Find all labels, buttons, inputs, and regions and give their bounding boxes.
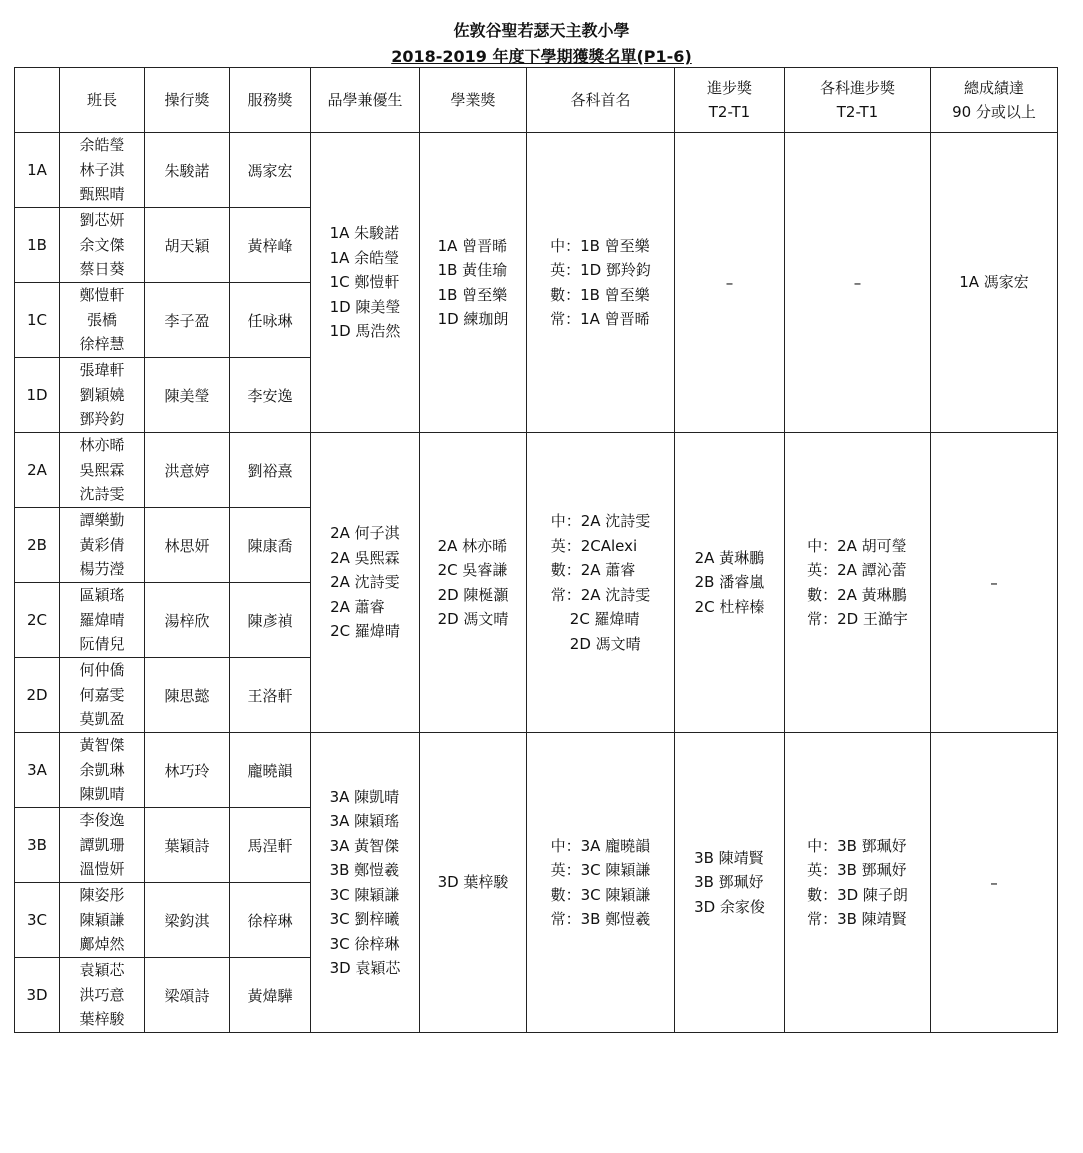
monitor-cell: [60, 133, 145, 208]
subject-top-cell: [527, 733, 675, 1033]
service-cell: 陳彥禎: [230, 583, 311, 658]
monitor-cell: [60, 358, 145, 433]
subject-progress-cell: [785, 133, 931, 433]
monitor-name: 莫凱盈: [79, 710, 125, 729]
subject-top-cell-text: 中：3A 龐曉韻 英：3C 陳穎謙 數：3C 陳穎謙 常：3B 鄭愷羲: [550, 836, 651, 928]
monitor-name: 陳姿彤: [79, 886, 125, 905]
monitor-name: 余皓瑩: [79, 136, 125, 155]
progress-cell-text: 2A 黃琳鵬 2B 潘睿嵐 2C 杜梓榛: [694, 548, 765, 616]
monitor-cell: [60, 658, 145, 733]
subject-top-cell: [527, 133, 675, 433]
monitor-name: 張橋: [86, 310, 117, 329]
over90-cell: [931, 733, 1058, 1033]
monitor-name: 甄熙晴: [79, 185, 125, 204]
service-cell: 馮家宏: [230, 133, 311, 208]
monitor-name: 陳穎謙: [79, 910, 125, 929]
monitor-name: 黃智傑: [79, 736, 125, 755]
header-over90: [931, 68, 1058, 133]
monitor-cell: [60, 583, 145, 658]
service-cell: 王洛軒: [230, 658, 311, 733]
monitor-name: 余凱琳: [79, 760, 125, 779]
academic-cell: [420, 733, 527, 1033]
monitor-name: 溫愷妍: [79, 860, 125, 879]
progress-cell-text: 3B 陳靖賢 3B 鄧珮妤 3D 余家俊: [694, 848, 765, 916]
header-subject-progress-line1: 各科進步獎: [819, 79, 895, 97]
class-cell: 3B: [15, 808, 60, 883]
monitor-name: 劉芯妍: [79, 211, 125, 230]
conduct-cell: 李子盈: [145, 283, 230, 358]
conduct-cell: 洪意婷: [145, 433, 230, 508]
service-cell: 劉裕熹: [230, 433, 311, 508]
all-round-cell: [311, 733, 420, 1033]
subject-progress-cell-text: 中：3B 鄧珮妤 英：3B 鄧珮妤 數：3D 陳子朗 常：3B 陳靖賢: [807, 836, 908, 928]
class-cell: 2C: [15, 583, 60, 658]
header-monitor: 班長: [60, 68, 145, 133]
class-cell: 1D: [15, 358, 60, 433]
monitor-name: 洪巧意: [79, 985, 125, 1004]
subject-progress-cell-text: 中：2A 胡可瑩 英：2A 譚沁蕾 數：2A 黃琳鵬 常：2D 王澔宇: [807, 536, 908, 628]
header-subject-progress-line2: T2-T1: [836, 103, 879, 121]
subject-progress-cell-text: –: [853, 273, 862, 292]
monitor-name: 楊芀瀅: [79, 560, 125, 579]
monitor-name: 陳凱晴: [79, 785, 125, 804]
conduct-cell: 梁鈞淇: [145, 883, 230, 958]
all-round-cell: [311, 133, 420, 433]
all-round-cell-text: 3A 陳凱晴 3A 陳穎瑤 3A 黃智傑 3B 鄭愷羲 3C 陳穎謙 3C 劉梓曦 3C 徐梓琳 3D 袁穎芯: [329, 787, 401, 977]
over90-cell-text: 1A 馮家宏: [959, 273, 1029, 292]
monitor-name: 葉梓駿: [79, 1010, 125, 1029]
subject-top-cell: [527, 433, 675, 733]
monitor-name: 林子淇: [79, 160, 125, 179]
all-round-cell: [311, 433, 420, 733]
header-over90-line1: 總成績達: [963, 79, 1024, 97]
monitor-name: 譚凱珊: [79, 835, 125, 854]
monitor-name: 林亦晞: [79, 436, 125, 455]
subject-progress-cell: [785, 433, 931, 733]
awards-table: [14, 67, 1058, 1033]
class-cell: 1B: [15, 208, 60, 283]
header-service: 服務獎: [230, 68, 311, 133]
academic-cell: [420, 433, 527, 733]
subject-progress-cell: [785, 733, 931, 1033]
header-progress: [675, 68, 785, 133]
subject-top-cell-text: 中：1B 曾至樂 英：1D 鄧羚鈞 數：1B 曾至樂 常：1A 曾晋晞: [550, 236, 651, 328]
conduct-cell: 葉穎詩: [145, 808, 230, 883]
awards-body: [15, 133, 1058, 1033]
table-row: [15, 133, 1058, 208]
monitor-name: 阮倩兒: [79, 635, 125, 654]
progress-cell-text: –: [725, 273, 734, 292]
conduct-cell: 胡天穎: [145, 208, 230, 283]
conduct-cell: 陳思懿: [145, 658, 230, 733]
monitor-name: 吳熙霖: [79, 460, 125, 479]
header-conduct: 操行獎: [145, 68, 230, 133]
monitor-cell: [60, 433, 145, 508]
conduct-cell: 朱駿諾: [145, 133, 230, 208]
monitor-name: 羅煒晴: [79, 610, 125, 629]
academic-cell-text: 3D 葉梓駿: [437, 873, 509, 892]
monitor-cell: [60, 208, 145, 283]
monitor-name: 沈詩雯: [79, 485, 125, 504]
service-cell: 李安逸: [230, 358, 311, 433]
conduct-cell: 林巧玲: [145, 733, 230, 808]
monitor-name: 劉穎嬈: [79, 385, 125, 404]
monitor-name: 蔡日葵: [79, 260, 125, 279]
conduct-cell: 梁頌詩: [145, 958, 230, 1033]
monitor-name: 譚樂勤: [79, 511, 125, 530]
monitor-name: 何仲僑: [79, 661, 125, 680]
all-round-cell-text: 1A 朱駿諾 1A 余皓瑩 1C 鄭愷軒 1D 陳美瑩 1D 馬浩然: [329, 224, 401, 341]
monitor-name: 鄧羚鈞: [79, 410, 125, 429]
monitor-name: 鄭愷軒: [79, 286, 125, 305]
table-row: [15, 733, 1058, 808]
class-cell: 3D: [15, 958, 60, 1033]
monitor-cell: [60, 508, 145, 583]
class-cell: 2B: [15, 508, 60, 583]
monitor-name: 袁穎芯: [79, 961, 125, 980]
monitor-cell: [60, 883, 145, 958]
progress-cell: [675, 133, 785, 433]
service-cell: 黃梓峰: [230, 208, 311, 283]
academic-cell-text: 1A 曾晋晞 1B 黃佳瑜 1B 曾至樂 1D 練珈朗: [437, 236, 509, 328]
class-cell: 3A: [15, 733, 60, 808]
service-cell: 徐梓琳: [230, 883, 311, 958]
header-over90-line2: 90 分或以上: [952, 103, 1036, 121]
subject-top-cell-text: 中：2A 沈詩雯 英：2CAlexi 數：2A 蕭睿 常：2A 沈詩雯 2C 羅煒晴 2D 馮文晴: [550, 512, 651, 653]
service-cell: 馬浧軒: [230, 808, 311, 883]
header-all-round: 品學兼優生: [311, 68, 420, 133]
service-cell: 黃煒驊: [230, 958, 311, 1033]
over90-cell: [931, 433, 1058, 733]
all-round-cell-text: 2A 何子淇 2A 吳熙霖 2A 沈詩雯 2A 蕭睿 2C 羅煒晴: [330, 524, 400, 641]
conduct-cell: 陳美瑩: [145, 358, 230, 433]
service-cell: 陳康喬: [230, 508, 311, 583]
monitor-name: 何嘉雯: [79, 685, 125, 704]
school-name: 佐敦谷聖若瑟天主教小學: [453, 21, 630, 40]
table-row: [15, 433, 1058, 508]
monitor-cell: [60, 808, 145, 883]
academic-cell: [420, 133, 527, 433]
header-progress-line1: 進步獎: [706, 79, 752, 97]
header-class: [15, 68, 60, 133]
class-cell: 1A: [15, 133, 60, 208]
service-cell: 任咏琳: [230, 283, 311, 358]
monitor-name: 余文傑: [79, 235, 125, 254]
class-cell: 1C: [15, 283, 60, 358]
monitor-cell: [60, 958, 145, 1033]
progress-cell: [675, 733, 785, 1033]
monitor-name: 徐梓慧: [79, 335, 125, 354]
conduct-cell: 湯梓欣: [145, 583, 230, 658]
monitor-name: 張瑋軒: [79, 361, 125, 380]
list-title-text: 2018-2019 年度下學期獲獎名單(P1-6): [391, 47, 692, 66]
monitor-cell: [60, 283, 145, 358]
conduct-cell: 林思妍: [145, 508, 230, 583]
monitor-name: 李俊逸: [79, 811, 125, 830]
over90-cell-text: –: [990, 873, 998, 892]
academic-cell-text: 2A 林亦晞 2C 吳睿謙 2D 陳梴灝 2D 馮文晴: [437, 536, 509, 628]
header-subject-top: 各科首名: [527, 68, 675, 133]
monitor-name: 黃彩倩: [79, 535, 125, 554]
class-cell: 3C: [15, 883, 60, 958]
over90-cell-text: –: [990, 573, 998, 592]
header-academic: 學業獎: [420, 68, 527, 133]
monitor-cell: [60, 733, 145, 808]
header-row: [15, 68, 1058, 133]
class-cell: 2A: [15, 433, 60, 508]
header-subject-progress: [785, 68, 931, 133]
header-progress-line2: T2-T1: [708, 103, 751, 121]
progress-cell: [675, 433, 785, 733]
service-cell: 龐曉韻: [230, 733, 311, 808]
over90-cell: [931, 133, 1058, 433]
class-cell: 2D: [15, 658, 60, 733]
monitor-name: 鄺焯然: [79, 935, 125, 954]
monitor-name: 區穎瑤: [79, 586, 125, 605]
list-title: [0, 44, 1083, 67]
